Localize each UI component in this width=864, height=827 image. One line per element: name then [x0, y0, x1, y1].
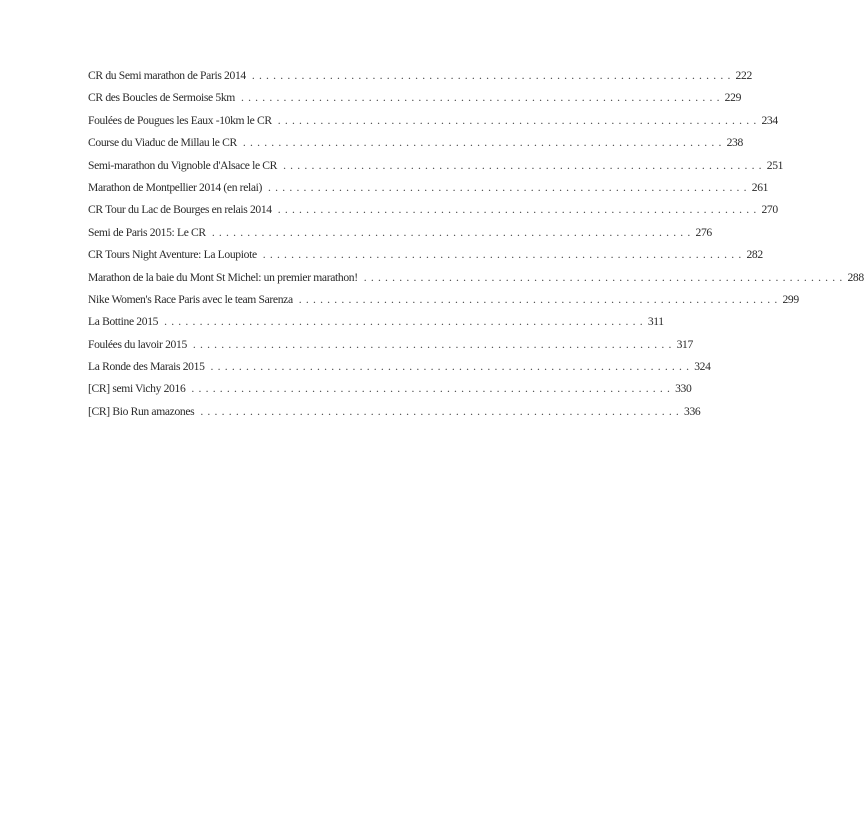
- toc-dot-leader: ....................................................................: [211, 225, 695, 239]
- toc-dot-leader: ....................................................................: [240, 91, 724, 105]
- toc-page-number: 276: [695, 225, 712, 239]
- toc-page-number: 311: [647, 315, 664, 329]
- toc-dot-leader: ....................................................................: [363, 270, 847, 284]
- toc-entry[interactable]: [88, 180, 769, 203]
- toc-page-number: 261: [751, 180, 769, 194]
- toc-entry[interactable]: [88, 404, 701, 427]
- toc-entry[interactable]: [88, 337, 693, 360]
- toc-entry[interactable]: [88, 315, 664, 337]
- toc-entry-title: Semi-marathon du Vignoble d'Alsace le CR: [88, 158, 278, 172]
- toc-entry-title: Semi de Paris 2015: Le CR: [88, 225, 206, 239]
- table-of-contents: [88, 69, 864, 427]
- toc-entry[interactable]: [88, 248, 763, 270]
- toc-entry-title: CR Tours Night Aventure: La Loupiote: [88, 248, 257, 262]
- toc-entry-title: Foulées de Pougues les Eaux -10km le CR: [88, 113, 272, 127]
- toc-dot-leader: ....................................................................: [192, 337, 676, 351]
- toc-entry-title: [CR] Bio Run amazones: [88, 404, 195, 418]
- toc-entry[interactable]: [88, 382, 692, 404]
- toc-entry[interactable]: [88, 203, 778, 225]
- toc-entry-title: CR Tour du Lac de Bourges en relais 2014: [88, 203, 272, 217]
- toc-dot-leader: ....................................................................: [242, 136, 726, 150]
- toc-dot-leader: ....................................................................: [210, 360, 694, 374]
- toc-page-number: 317: [676, 337, 693, 351]
- toc-entry-title: Nike Women's Race Paris avec le team Sarenza: [88, 292, 293, 306]
- toc-entry[interactable]: [88, 158, 784, 181]
- toc-page-number: 330: [675, 382, 692, 396]
- toc-entry-title: CR des Boucles de Sermoise 5km: [88, 91, 235, 105]
- toc-dot-leader: ....................................................................: [200, 404, 684, 418]
- toc-dot-leader: ....................................................................: [277, 113, 761, 127]
- toc-page-number: 282: [746, 248, 763, 262]
- toc-page-number: 270: [761, 203, 778, 217]
- toc-entry-title: [CR] semi Vichy 2016: [88, 382, 186, 396]
- toc-dot-leader: ....................................................................: [191, 382, 675, 396]
- toc-entry-title: Marathon de Montpellier 2014 (en relai): [88, 180, 263, 194]
- toc-dot-leader: ....................................................................: [268, 180, 751, 194]
- toc-dot-leader: ....................................................................: [277, 203, 761, 217]
- toc-entry[interactable]: [88, 270, 864, 293]
- toc-dot-leader: ....................................................................: [298, 292, 782, 306]
- toc-entry-title: Course du Viaduc de Millau le CR: [88, 136, 237, 150]
- toc-page-number: 222: [735, 69, 752, 82]
- toc-dot-leader: ....................................................................: [251, 69, 735, 82]
- toc-entry-title: CR du Semi marathon de Paris 2014: [88, 69, 246, 82]
- toc-page-number: 234: [761, 113, 778, 127]
- toc-entry-title: La Bottine 2015: [88, 315, 159, 329]
- toc-entry[interactable]: [88, 225, 712, 248]
- toc-entry[interactable]: [88, 69, 752, 91]
- toc-page-number: 324: [694, 360, 711, 374]
- toc-dot-leader: ....................................................................: [283, 158, 766, 172]
- toc-entry[interactable]: [88, 113, 778, 136]
- toc-page-number: 299: [782, 292, 799, 306]
- toc-entry[interactable]: [88, 91, 742, 113]
- toc-page-number: 288: [847, 270, 864, 284]
- toc-page-number: 251: [766, 158, 784, 172]
- toc-entry[interactable]: [88, 292, 799, 315]
- toc-page-number: 229: [724, 91, 742, 105]
- toc-entry[interactable]: [88, 360, 711, 382]
- toc-page-number: 336: [684, 404, 701, 418]
- toc-entry-title: La Ronde des Marais 2015: [88, 360, 205, 374]
- toc-page-number: 238: [726, 136, 743, 150]
- toc-dot-leader: ....................................................................: [164, 315, 647, 329]
- toc-entry-title: Foulées du lavoir 2015: [88, 337, 187, 351]
- toc-entry[interactable]: [88, 136, 743, 158]
- toc-entry-title: Marathon de la baie du Mont St Michel: un premier marathon!: [88, 270, 358, 284]
- toc-dot-leader: ....................................................................: [262, 248, 746, 262]
